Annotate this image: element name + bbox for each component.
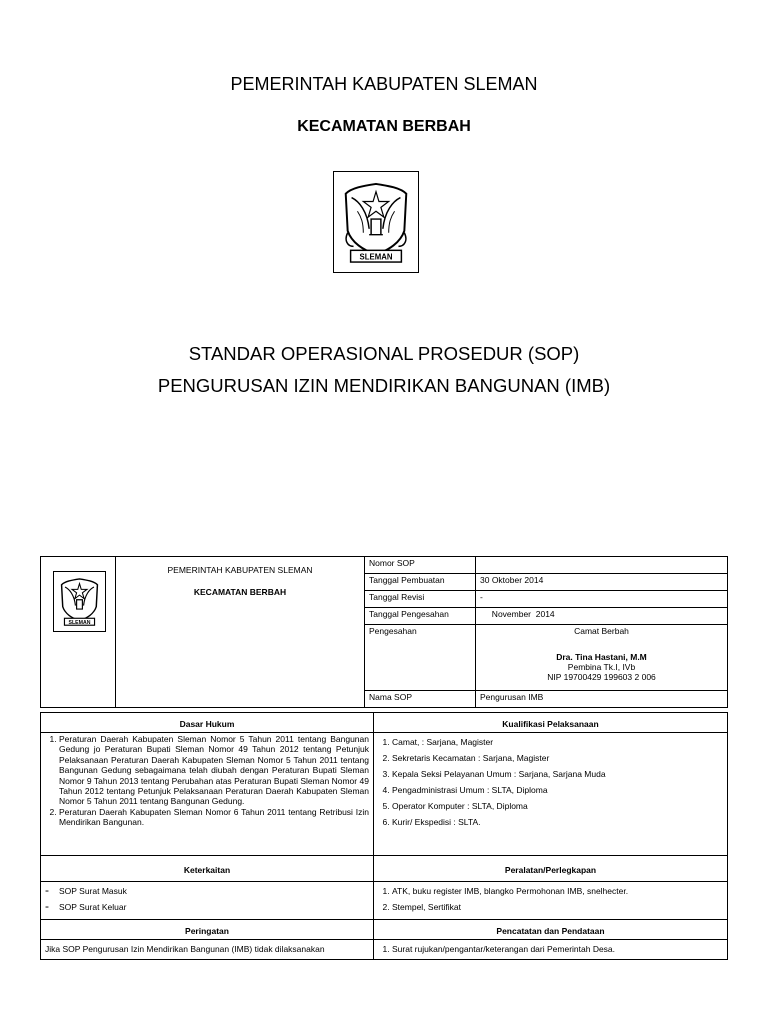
kualifikasi-cell (374, 733, 728, 856)
peralatan-cell (374, 882, 728, 920)
label-nama-sop: Nama SOP (365, 691, 476, 708)
sleman-small-logo (53, 571, 106, 632)
peringatan-cell: Jika SOP Pengurusan Izin Mendirikan Bangunan (IMB) tidak dilaksanakan (41, 940, 374, 960)
keterkaitan-item: - SOP Surat Keluar (45, 902, 369, 912)
label-tanggal-pengesahan: Tanggal Pengesahan (365, 608, 476, 625)
sop-title-line1: STANDAR OPERASIONAL PROSEDUR (SOP) (188, 343, 580, 364)
dasar-hukum-item: 2. Peraturan Daerah Kabupaten Sleman Nomor 6 Tahun 2011 tentang Retribusi Izin Mendirikan Bangunan. (59, 807, 369, 828)
keterkaitan-cell (41, 882, 374, 920)
heading-peringatan: Peringatan (41, 920, 374, 940)
sleman-emblem-icon (334, 172, 418, 272)
pencatatan-cell (374, 940, 728, 960)
heading-dasar-hukum: Dasar Hukum (41, 713, 374, 733)
peralatan-item: 1. ATK, buku register IMB, blangko Permohonan IMB, snelhecter. (392, 886, 723, 896)
value-tanggal-revisi: - (476, 591, 728, 608)
pengesahan-signature-block (476, 625, 728, 691)
label-tanggal-revisi: Tanggal Revisi (365, 591, 476, 608)
district-heading: KECAMATAN BERBAH (297, 118, 471, 135)
keterkaitan-item: - SOP Surat Masuk (45, 886, 369, 896)
kualifikasi-item: 2. Sekretaris Kecamatan : Sarjana, Magister (392, 753, 723, 763)
signatory-name: Dra. Tina Hastani, M.M (556, 652, 647, 662)
label-tanggal-pembuatan: Tanggal Pembuatan (365, 574, 476, 591)
value-tanggal-pengesahan: November 2014 (476, 608, 728, 625)
sleman-coat-of-arms-logo (333, 171, 419, 273)
value-nomor-sop (476, 557, 728, 574)
value-nama-sop: Pengurusan IMB (476, 691, 728, 708)
sop-title-line2: PENGURUSAN IZIN MENDIRIKAN BANGUNAN (IMB) (157, 375, 611, 396)
sop-identity-table (40, 556, 728, 708)
kualifikasi-item: 6. Kurir/ Ekspedisi : SLTA. (392, 817, 723, 827)
label-nomor-sop: Nomor SOP (365, 557, 476, 574)
sleman-emblem-small-icon (54, 572, 105, 631)
kualifikasi-item: 3. Kepala Seksi Pelayanan Umum : Sarjana, Sarjana Muda (392, 769, 723, 779)
logo-small-text: SLEMAN (68, 619, 91, 626)
value-tanggal-pembuatan: 30 Oktober 2014 (476, 574, 728, 591)
signatory-nip: NIP 19700429 199603 2 006 (547, 672, 656, 682)
heading-pencatatan: Pencatatan dan Pendataan (374, 920, 728, 940)
signatory-position: Camat Berbah (574, 626, 629, 636)
signatory-rank: Pembina Tk.I, IVb (567, 662, 636, 672)
heading-kualifikasi: Kualifikasi Pelaksanaan (374, 713, 728, 733)
dasar-hukum-cell (41, 733, 374, 856)
dasar-hukum-item: 1. Peraturan Daerah Kabupaten Sleman Nomor 5 Tahun 2011 tentang Bangunan Gedung jo Peraturan Bupati Sleman Nomor 49 Tahun 2012 tentang Petunjuk Pelaksanaan Peraturan Daerah Kabupaten Sleman Nomor 5 Tahun 2011 tentang Bangunan Gedung sebagaimana telah diubah dengan Peraturan Bupati Sleman Nomor 9 Tahun 2013 tentang Perubahan atas Peraturan Bupati Sleman Nomor 49 Tahun 2012 tentang Petunjuk Pelaksanaan Peraturan Daerah Kabupaten Sleman Nomor 5 Tahun 2011 tentang Bangunan Gedung. (59, 734, 369, 807)
institution-name: PEMERINTAH KABUPATEN SLEMAN (167, 565, 313, 575)
institution-district: KECAMATAN BERBAH (193, 587, 287, 597)
kualifikasi-item: 5. Operator Komputer : SLTA, Diploma (392, 801, 723, 811)
kualifikasi-item: 4. Pengadministrasi Umum : SLTA, Diploma (392, 785, 723, 795)
sop-details-table (40, 712, 728, 960)
heading-keterkaitan: Keterkaitan (41, 856, 374, 882)
label-pengesahan: Pengesahan (365, 625, 476, 691)
logo-text: SLEMAN (359, 252, 393, 262)
heading-peralatan: Peralatan/Perlegkapan (374, 856, 728, 882)
government-heading: PEMERINTAH KABUPATEN SLEMAN (230, 74, 538, 94)
kualifikasi-item: 1. Camat, : Sarjana, Magister (392, 737, 723, 747)
peralatan-item: 2. Stempel, Sertifikat (392, 902, 723, 912)
identity-institution-cell (116, 557, 365, 708)
pencatatan-item: 1. Surat rujukan/pengantar/keterangan dari Pemerintah Desa. (392, 944, 723, 954)
